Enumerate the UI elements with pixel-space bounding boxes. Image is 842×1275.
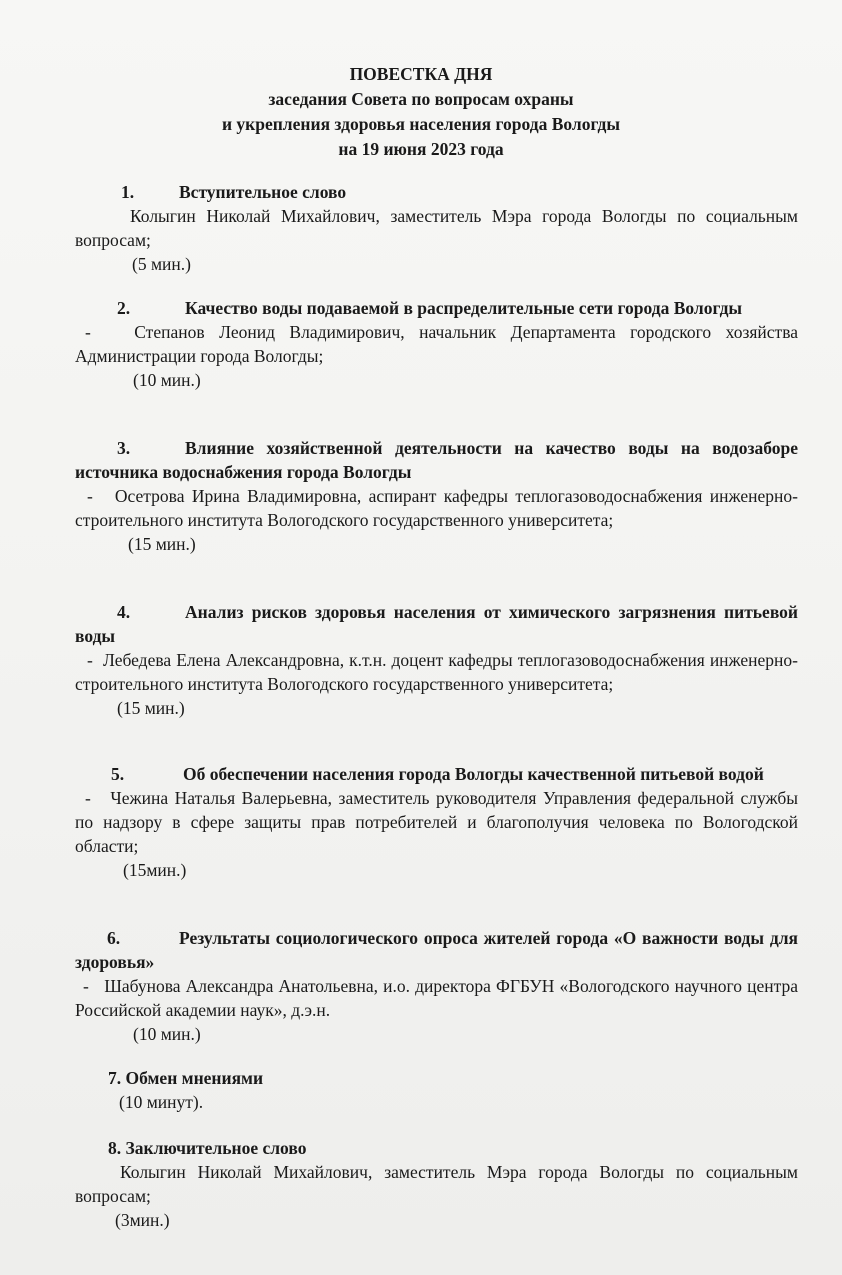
item-speaker bbox=[75, 484, 798, 532]
item-speaker bbox=[75, 648, 798, 696]
item-title: 7. Обмен мнениями bbox=[108, 1068, 264, 1088]
item-time: (15 мин.) bbox=[117, 698, 185, 718]
agenda-item-5 bbox=[75, 762, 798, 882]
item-number: 6. bbox=[107, 928, 121, 948]
agenda-item-8 bbox=[75, 1136, 798, 1232]
agenda-date: на 19 июня 2023 года bbox=[338, 139, 504, 159]
item-title-text: Результаты социологического опроса жителей города «О важности воды для здоровья» bbox=[75, 928, 798, 972]
item-time: (5 мин.) bbox=[132, 254, 191, 274]
agenda-item-6 bbox=[75, 926, 798, 1046]
item-title-text: Влияние хозяйственной деятельности на качество воды на водозаборе источника водоснабжения города Вологды bbox=[75, 438, 798, 482]
agenda-item-7 bbox=[75, 1066, 798, 1114]
item-speaker bbox=[75, 786, 798, 858]
agenda-title: ПОВЕСТКА ДНЯ bbox=[349, 64, 493, 84]
agenda-subtitle-2: и укрепления здоровья населения города Вологды bbox=[221, 114, 621, 134]
agenda-item-2 bbox=[75, 296, 798, 392]
item-speaker-text: Шабунова Александра Анатольевна, и.о. директора ФГБУН «Вологодского научного центра Российской академии наук», д.э.н. bbox=[75, 976, 798, 1020]
item-speaker-text: Чежина Наталья Валерьевна, заместитель руководителя Управления федеральной службы по надзору в сфере защиты прав потребителей и благополучия человека по Вологодской области; bbox=[75, 788, 799, 856]
item-time: (10 мин.) bbox=[133, 370, 201, 390]
item-dash: - bbox=[83, 976, 89, 996]
item-time: (15мин.) bbox=[123, 860, 187, 880]
item-time: (10 минут). bbox=[119, 1092, 204, 1112]
item-title-text: Вступительное слово bbox=[179, 182, 347, 202]
item-title-text: Об обеспечении населения города Вологды качественной питьевой водой bbox=[183, 764, 764, 784]
item-dash: - bbox=[85, 788, 91, 808]
agenda-item-1 bbox=[75, 180, 798, 276]
item-number: 4. bbox=[117, 602, 131, 622]
item-title bbox=[75, 600, 798, 648]
item-speaker: Колыгин Николай Михайлович, заместитель Мэра города Вологды по социальным вопросам; bbox=[75, 1162, 798, 1206]
item-time: (10 мин.) bbox=[133, 1024, 201, 1044]
item-number: 5. bbox=[111, 764, 125, 784]
item-dash: - bbox=[87, 486, 93, 506]
item-speaker bbox=[75, 320, 798, 368]
agenda-item-3 bbox=[75, 436, 798, 556]
item-dash: - bbox=[85, 322, 91, 342]
item-time: (3мин.) bbox=[115, 1210, 170, 1230]
agenda-subtitle-1: заседания Совета по вопросам охраны bbox=[268, 89, 574, 109]
item-number: 1. bbox=[121, 182, 135, 202]
item-title bbox=[75, 436, 798, 484]
item-dash: - bbox=[87, 650, 93, 670]
item-title: 8. Заключительное слово bbox=[108, 1138, 307, 1158]
item-speaker-text: Осетрова Ирина Владимировна, аспирант кафедры теплогазоводоснабжения инженерно-строительного института Вологодского государственного университета; bbox=[75, 486, 798, 530]
item-speaker: Колыгин Николай Михайлович, заместитель Мэра города Вологды по социальным вопросам; bbox=[75, 206, 798, 250]
item-title-text: Анализ рисков здоровья населения от химического загрязнения питьевой воды bbox=[75, 602, 798, 646]
item-title-text: Качество воды подаваемой в распределительные сети города Вологды bbox=[185, 298, 743, 318]
item-title bbox=[75, 762, 798, 786]
item-title bbox=[75, 180, 798, 204]
item-number: 3. bbox=[117, 438, 131, 458]
item-title bbox=[75, 926, 798, 974]
item-time: (15 мин.) bbox=[128, 534, 196, 554]
item-speaker bbox=[75, 974, 798, 1022]
item-number: 2. bbox=[117, 298, 131, 318]
item-speaker-text: Лебедева Елена Александровна, к.т.н. доцент кафедры теплогазоводоснабжения инженерно-строительного института Вологодского государственного университета; bbox=[75, 650, 799, 694]
item-title bbox=[75, 296, 798, 320]
agenda-header bbox=[0, 62, 842, 162]
agenda-item-4 bbox=[75, 600, 798, 720]
item-speaker-text: Степанов Леонид Владимирович, начальник Департамента городского хозяйства Администрации города Вологды; bbox=[75, 322, 799, 366]
